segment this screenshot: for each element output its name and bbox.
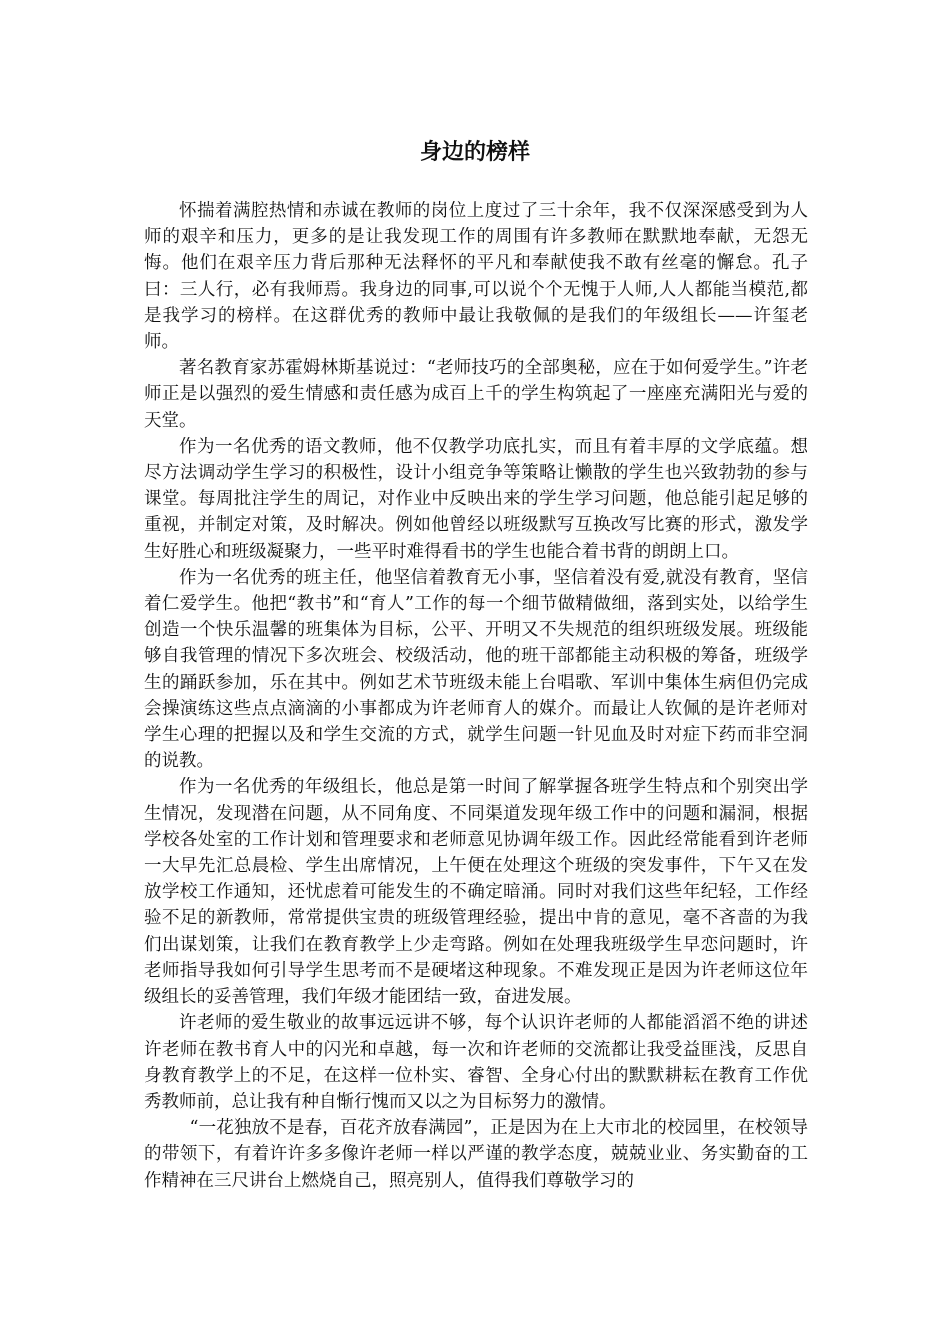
paragraph-2: 著名教育家苏霍姆林斯基说过：“老师技巧的全部奥秘，应在于如何爱学生。”许老师正是以强烈的爱生情感和责任感为成百上千的学生构筑起了一座座充满阳光与爱的天堂。 (144, 358, 808, 431)
paragraph-5: 作为一名优秀的年级组长，他总是第一时间了解掌握各班学生特点和个别突出学生情况，发现潜在问题，从不同角度、不同渠道发现年级工作中的问题和漏洞，根据学校各处室的工作计划和管理要求和老师意见协调年级工作。因此经常能看到许老师一大早先汇总晨检、学生出席情况，上午便在处理这个班级的突发事件，下午又在发放学校工作通知，还忧虑着可能发生的不确定暗涌。同时对我们这些年纪轻，工作经验不足的新教师，常常提供宝贵的班级管理经验，提出中肯的意见，毫不吝啬的为我们出谋划策，让我们在教育教学上少走弯路。例如在处理我班级学生早恋问题时，许老师指导我如何引导学生思考而不是硬堵这种现象。不难发现正是因为许老师这位年级组长的妥善管理，我们年级才能团结一致，奋进发展。 (144, 777, 808, 1008)
paragraph-1: 怀揣着满腔热情和赤诚在教师的岗位上度过了三十余年，我不仅深深感受到为人师的艰辛和压力，更多的是让我发现工作的周围有许多教师在默默地奉献，无怨无悔。他们在艰辛压力背后那种无法释怀的平凡和奉献使我不敢有丝毫的懈怠。孔子曰：三人行，必有我师焉。我身边的同事,可以说个个无愧于人师,人人都能当模范,都是我学习的榜样。在这群优秀的教师中最让我敬佩的是我们的年级组长——许玺老师。 (144, 201, 808, 353)
paragraph-6: 许老师的爱生敬业的故事远远讲不够，每个认识许老师的人都能滔滔不绝的讲述许老师在教书育人中的闪光和卓越，每一次和许老师的交流都让我受益匪浅，反思自身教育教学上的不足，在这样一位朴实、睿智、全身心付出的默默耕耘在教育工作优秀教师前，总让我有种自惭行愧而又以之为目标努力的激情。 (144, 1013, 808, 1112)
document-body (144, 198, 808, 1194)
document-title: 身边的榜样 (419, 140, 530, 165)
paragraph-3: 作为一名优秀的语文教师，他不仅教学功底扎实，而且有着丰厚的文学底蕴。想尽方法调动学生学习的积极性，设计小组竞争等策略让懒散的学生也兴致勃勃的参与课堂。每周批注学生的周记，对作业中反映出来的学生学习问题，他总能引起足够的重视，并制定对策，及时解决。例如他曾经以班级默写互换改写比赛的形式，激发学生好胜心和班级凝聚力，一些平时难得看书的学生也能合着书背的朗朗上口。 (144, 436, 808, 562)
paragraph-4: 作为一名优秀的班主任，他坚信着教育无小事，坚信着没有爱,就没有教育，坚信着仁爱学生。他把“教书”和“育人”工作的每一个细节做精做细，落到实处，以给学生创造一个快乐温馨的班集体为目标，公平、开明又不失规范的组织班级发展。班级能够自我管理的情况下多次班会、校级活动，他的班干部都能主动积极的筹备，班级学生的踊跃参加，乐在其中。例如艺术节班级未能上台唱歌、军训中集体生病但仍完成会操演练这些点点滴滴的小事都成为许老师育人的媒介。而最让人钦佩的是许老师对学生心理的把握以及和学生交流的方式，就学生问题一针见血及时对症下药而非空洞的说教。 (144, 567, 808, 772)
paragraph-7: “一花独放不是春，百花齐放春满园”，正是因为在上大市北的校园里，在校领导的带领下，有着许许多多像许老师一样以严谨的教学态度，兢兢业业、务实勤奋的工作精神在三尺讲台上燃烧自己，照亮别人，值得我们尊敬学习的 (144, 1118, 808, 1191)
